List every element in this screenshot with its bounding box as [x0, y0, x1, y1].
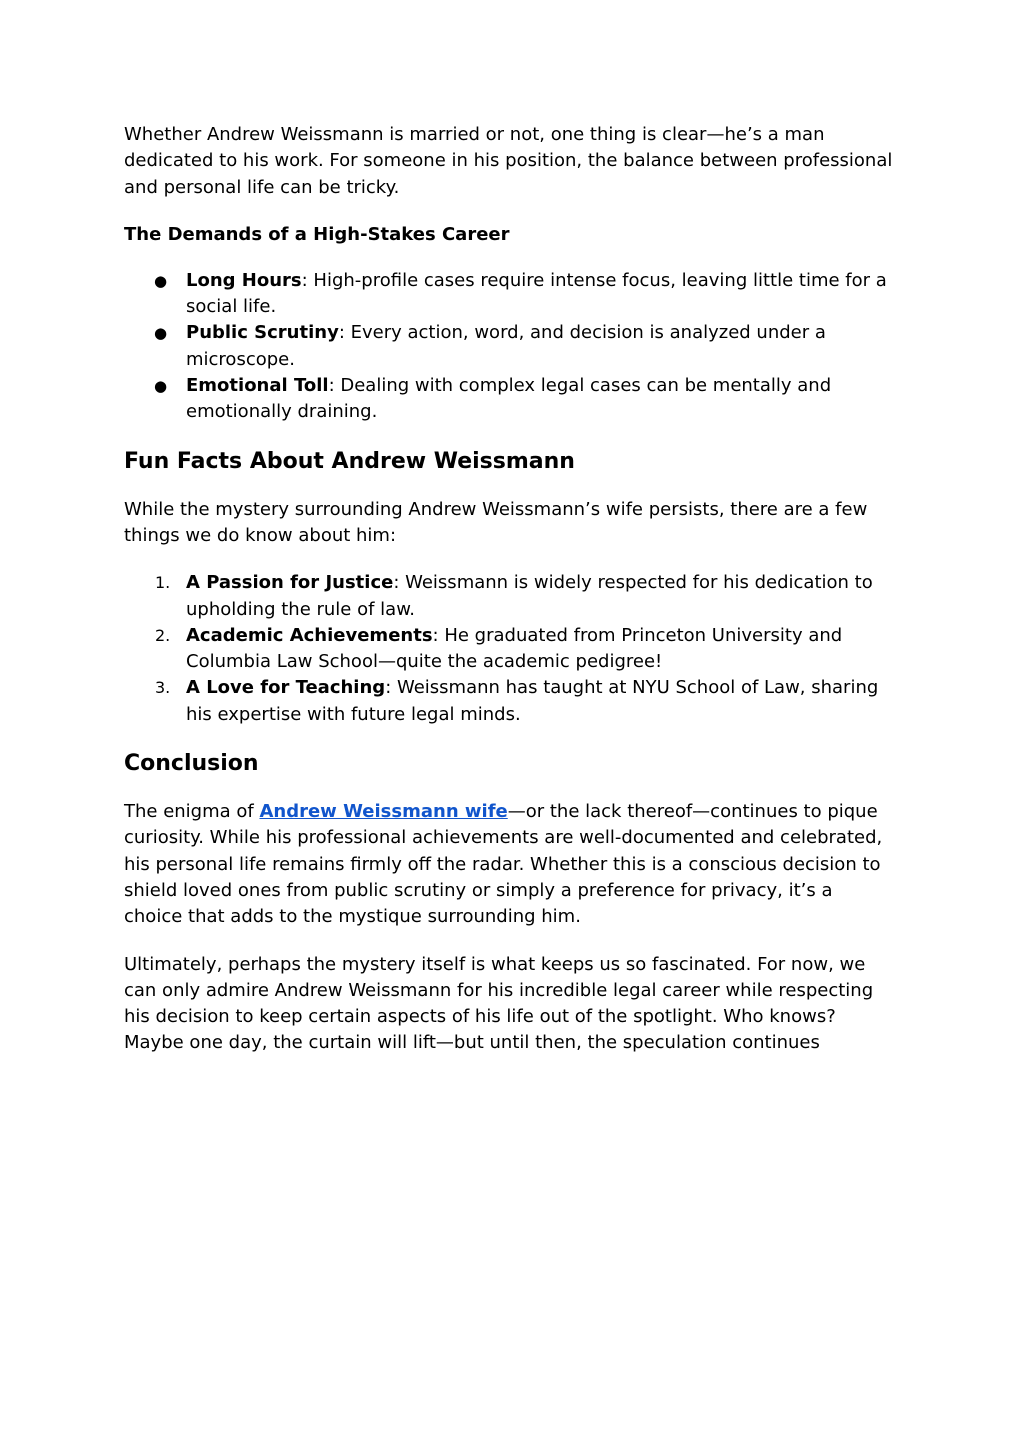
item-text: : High-profile cases require intense focus, leaving little time for a social life. — [186, 269, 887, 318]
item-term: Long Hours — [186, 269, 302, 291]
item-term: Public Scrutiny — [186, 322, 339, 344]
list-item — [124, 570, 894, 623]
list-item — [124, 268, 894, 321]
item-text: : Every action, word, and decision is analyzed under a microscope. — [186, 322, 826, 370]
list-number: 2. — [155, 625, 171, 645]
item-text: : Dealing with complex legal cases can be mentally and emotionally draining. — [186, 375, 832, 423]
conclusion-heading: Conclusion — [124, 751, 259, 777]
conclusion-paragraph-2: Ultimately, perhaps the mystery itself is what keeps us so fascinated. For now, we can only admire Andrew Weissmann for his incredible legal career while respecting his decision to keep certain aspects of his life out of the spotlight. Who knows? Maybe one day, the curtain will lift—but until then, the speculation continues — [124, 953, 874, 1054]
item-term: A Passion for Justice — [186, 572, 394, 594]
bullet-icon: ● — [154, 271, 168, 290]
list-number: 3. — [155, 678, 171, 698]
item-term: Academic Achievements — [186, 624, 433, 646]
conclusion-text-after: —or the lack thereof—continues to pique curiosity. While his professional achievements are well-documented and celebrated, his personal life remains firmly off the radar. Whether this is a conscious decision to shield loved ones from public scrutiny or simply a preference for privacy, it’s a choice that adds to the mystique surrounding him. — [124, 801, 883, 928]
document-page — [124, 122, 894, 1078]
item-text: : Weissmann is widely respected for his dedication to upholding the rule of law. — [186, 572, 873, 620]
andrew-weissmann-wife-link[interactable]: Andrew Weissmann wife — [259, 801, 508, 823]
demands-heading: The Demands of a High-Stakes Career — [124, 223, 510, 245]
list-item — [124, 675, 894, 728]
item-text: : He graduated from Princeton University and Columbia Law School—quite the academic pedigree! — [186, 624, 843, 673]
bullet-icon: ● — [154, 377, 168, 396]
list-item — [124, 623, 894, 676]
fun-facts-heading: Fun Facts About Andrew Weissmann — [124, 448, 575, 474]
bullet-icon: ● — [154, 324, 168, 343]
fun-facts-intro: While the mystery surrounding Andrew Weissmann’s wife persists, there are a few things we do know about him: — [124, 498, 868, 546]
conclusion-paragraph-1 — [124, 799, 894, 930]
fun-facts-list — [124, 570, 894, 728]
item-term: A Love for Teaching — [186, 677, 386, 699]
intro-paragraph: Whether Andrew Weissmann is married or not, one thing is clear—he’s a man dedicated to his work. For someone in his position, the balance between professional and personal life can be tricky. — [124, 124, 893, 198]
item-text: : Weissmann has taught at NYU School of Law, sharing his expertise with future legal minds. — [186, 677, 879, 725]
list-number: 1. — [155, 573, 171, 593]
conclusion-text-before: The enigma of — [124, 801, 260, 823]
item-term: Emotional Toll — [186, 375, 329, 397]
list-item — [124, 320, 894, 373]
demands-list — [124, 268, 894, 426]
list-item — [124, 373, 894, 426]
